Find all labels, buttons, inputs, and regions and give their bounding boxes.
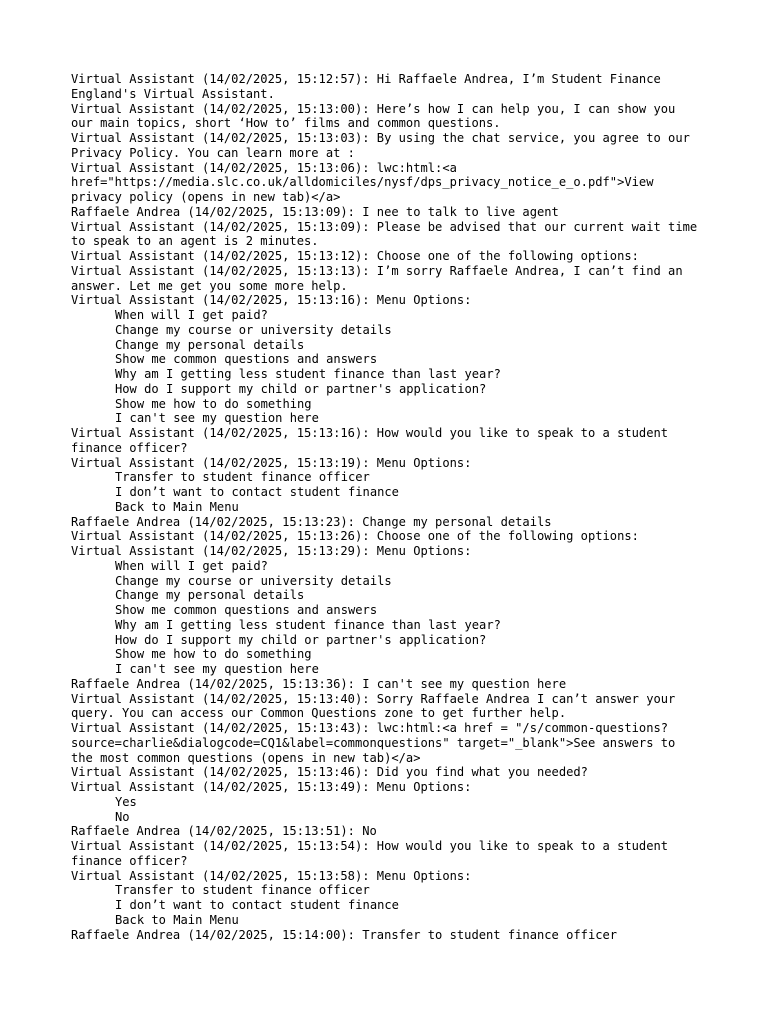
menu-option: I can't see my question here bbox=[115, 411, 319, 426]
menu-option: I don’t want to contact student finance bbox=[115, 485, 399, 499]
menu-option: I don’t want to contact student finance bbox=[115, 898, 399, 912]
menu-option: Change my personal details bbox=[115, 337, 305, 352]
menu-option: How do I support my child or partner's application? bbox=[115, 381, 487, 396]
chat-transcript bbox=[71, 72, 705, 942]
menu-option: Yes bbox=[115, 794, 137, 809]
menu-option: Change my personal details bbox=[115, 588, 305, 603]
menu-option: Change my course or university details bbox=[115, 322, 392, 337]
chat-message: Virtual Assistant (14/02/2025, 15:13:40): Sorry Raffaele Andrea I can’t answer your query. You can access our Common Questions zone to get further help. bbox=[71, 691, 683, 721]
chat-message: Virtual Assistant (14/02/2025, 15:13:12): Choose one of the following options: bbox=[71, 249, 639, 263]
chat-message: Virtual Assistant (14/02/2025, 15:13:06): lwc:html:<a href="https://media.slc.co.uk/alldomiciles/nysf/dps_privacy_notice_e_o.pdf">View privacy policy (opens in new tab)</a> bbox=[71, 160, 661, 204]
menu-option: No bbox=[115, 809, 130, 824]
chat-message: Virtual Assistant (14/02/2025, 15:13:13): I’m sorry Raffaele Andrea, I can’t find an answer. Let me get you some more help. bbox=[71, 263, 690, 293]
chat-message: Virtual Assistant (14/02/2025, 15:13:49): Menu Options: bbox=[71, 780, 472, 794]
chat-message: Virtual Assistant (14/02/2025, 15:13:19): Menu Options: bbox=[71, 455, 472, 470]
menu-option: Show me how to do something bbox=[115, 647, 312, 662]
menu-option: Show me common questions and answers bbox=[115, 603, 378, 617]
chat-message: Virtual Assistant (14/02/2025, 15:13:00): Here’s how I can help you, I can show you our main topics, short ‘How to’ films and common questions. bbox=[71, 101, 683, 131]
chat-message: Raffaele Andrea (14/02/2025, 15:13:23): Change my personal details bbox=[71, 514, 552, 529]
menu-option: Why am I getting less student finance than last year? bbox=[115, 367, 501, 381]
menu-option: Back to Main Menu bbox=[115, 499, 239, 514]
chat-message: Virtual Assistant (14/02/2025, 15:13:26): Choose one of the following options: bbox=[71, 529, 639, 544]
menu-option: Back to Main Menu bbox=[115, 912, 239, 927]
chat-message: Virtual Assistant (14/02/2025, 15:13:09): Please be advised that our current wait time to speak to an agent is 2 minutes. bbox=[71, 219, 705, 249]
menu-option: Transfer to student finance officer bbox=[115, 470, 370, 485]
chat-message: Virtual Assistant (14/02/2025, 15:12:57): Hi Raffaele Andrea, I’m Student Finance England's Virtual Assistant. bbox=[71, 72, 669, 101]
menu-option: Show me how to do something bbox=[115, 396, 312, 411]
chat-message: Virtual Assistant (14/02/2025, 15:13:03): By using the chat service, you agree to our Privacy Policy. You can learn more at : bbox=[71, 131, 698, 160]
chat-message: Virtual Assistant (14/02/2025, 15:13:58): Menu Options: bbox=[71, 868, 472, 883]
chat-message: Virtual Assistant (14/02/2025, 15:13:43): lwc:html:<a href = "/s/common-questions?source=charlie&dialogcode=CQ1&label=commonquestions" target="_blank">See answers to the most common questions (opens in new tab)</a> bbox=[71, 721, 683, 765]
chat-message: Virtual Assistant (14/02/2025, 15:13:54): How would you like to speak to a student finance officer? bbox=[71, 839, 676, 868]
chat-message: Virtual Assistant (14/02/2025, 15:13:16): Menu Options: bbox=[71, 293, 472, 308]
menu-option: Why am I getting less student finance than last year? bbox=[115, 617, 501, 632]
chat-message: Raffaele Andrea (14/02/2025, 15:13:36): I can't see my question here bbox=[71, 676, 567, 691]
menu-option: Show me common questions and answers bbox=[115, 352, 378, 367]
menu-option: How do I support my child or partner's application? bbox=[115, 632, 487, 647]
menu-option: When will I get paid? bbox=[115, 558, 268, 573]
chat-message: Raffaele Andrea (14/02/2025, 15:13:51): No bbox=[71, 824, 377, 839]
menu-option: Transfer to student finance officer bbox=[115, 883, 370, 898]
menu-option: When will I get paid? bbox=[115, 308, 268, 322]
chat-message: Virtual Assistant (14/02/2025, 15:13:29): Menu Options: bbox=[71, 544, 472, 558]
chat-message: Virtual Assistant (14/02/2025, 15:13:16): How would you like to speak to a student finance officer? bbox=[71, 426, 676, 455]
menu-option: I can't see my question here bbox=[115, 662, 319, 676]
chat-message: Raffaele Andrea (14/02/2025, 15:13:09): I nee to talk to live agent bbox=[71, 204, 559, 219]
menu-option: Change my course or university details bbox=[115, 573, 392, 588]
chat-message: Raffaele Andrea (14/02/2025, 15:14:00): Transfer to student finance officer bbox=[71, 927, 618, 942]
chat-message: Virtual Assistant (14/02/2025, 15:13:46): Did you find what you needed? bbox=[71, 765, 588, 780]
